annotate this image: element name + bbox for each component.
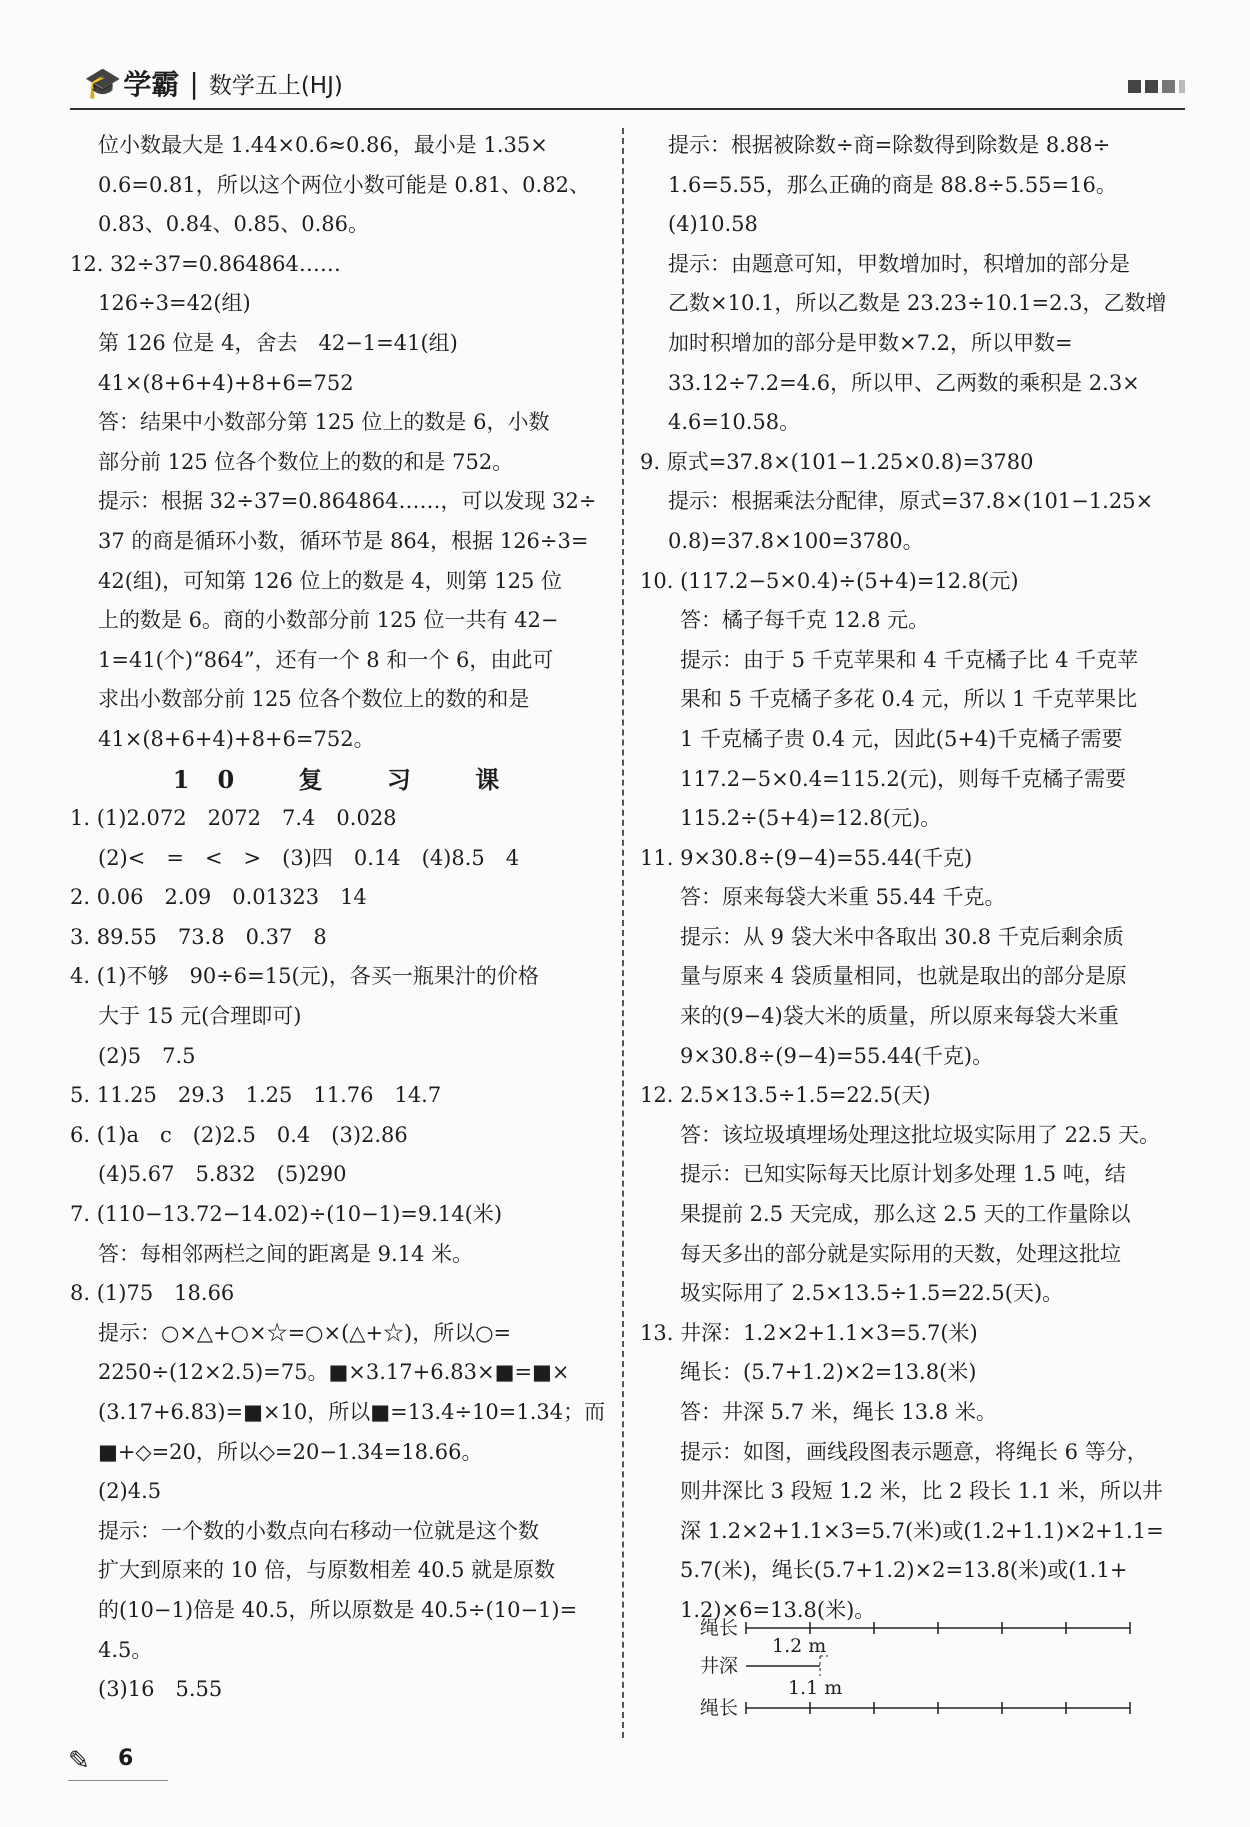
text-line: 42(组)，可知第 126 位上的数是 4，则第 125 位 [98, 568, 563, 593]
page-number: 6 [118, 1746, 134, 1771]
square-icon [1128, 80, 1141, 93]
text-line: 果提前 2.5 天完成，那么这 2.5 天的工作量除以 [680, 1202, 1131, 1227]
text-line: 12. 32÷37=0.864864…… [70, 251, 341, 276]
column-divider [622, 128, 624, 1738]
text-line: 提示：由于 5 千克苹果和 4 千克橘子比 4 千克苹 [680, 647, 1139, 672]
text-line: 0.83、0.84、0.85、0.86。 [98, 212, 370, 237]
text-line: 位小数最大是 1.44×0.6≈0.86，最小是 1.35× [98, 133, 548, 157]
text-line: 41×(8+6+4)+8+6=752 [98, 370, 354, 395]
text-line: 来的(9−4)袋大米的质量，所以原来每袋大米重 [680, 1004, 1119, 1029]
text-line: (3.17+6.83)=■×10，所以■=13.4÷10=1.34；而 [98, 1400, 606, 1424]
text-line: 10. (117.2−5×0.4)÷(5+4)=12.8(元) [640, 568, 1019, 593]
text-line: 9. 原式=37.8×(101−1.25×0.8)=3780 [640, 449, 1034, 474]
text-line: 4.6=10.58。 [668, 410, 801, 435]
text-line: 答：每相邻两栏之间的距离是 9.14 米。 [98, 1241, 474, 1266]
text-line: 1.2)×6=13.8(米)。 [680, 1597, 876, 1622]
square-icon [1145, 80, 1158, 93]
text-line: 每天多出的部分就是实际用的天数，处理这批垃 [680, 1241, 1121, 1266]
text-line: 则井深比 3 段短 1.2 米，比 2 段长 1.1 米，所以井 [680, 1479, 1163, 1504]
text-line: 求出小数部分前 125 位各个数位上的数的和是 [98, 687, 530, 712]
text-line: 答：结果中小数部分第 125 位上的数是 6，小数 [98, 410, 550, 435]
header-separator: | [189, 66, 199, 100]
dimension-1-2m: 1.2 m [772, 1635, 827, 1657]
text-line: 115.2÷(5+4)=12.8(元)。 [680, 806, 942, 831]
text-line: (4)5.67 5.832 (5)290 [98, 1162, 347, 1187]
text-line: 果和 5 千克橘子多花 0.4 元，所以 1 千克苹果比 [680, 687, 1138, 712]
text-line: 2250÷(12×2.5)=75。■×3.17+6.83×■=■× [98, 1360, 570, 1385]
text-line: 33.12÷7.2=4.6，所以甲、乙两数的乘积是 2.3× [668, 370, 1140, 395]
text-line: 圾实际用了 2.5×13.5÷1.5=22.5(天)。 [680, 1281, 1064, 1306]
text-line: 提示：从 9 袋大米中各取出 30.8 千克后剩余质 [680, 924, 1124, 949]
text-line: 7. (110−13.72−14.02)÷(10−1)=9.14(米) [70, 1202, 503, 1227]
text-line: 4.5。 [98, 1637, 153, 1662]
text-line: 117.2−5×0.4=115.2(元)，则每千克橘子需要 [680, 766, 1127, 791]
text-line: 上的数是 6。商的小数部分前 125 位一共有 42− [98, 608, 559, 633]
text-line: 乙数×10.1，所以乙数是 23.23÷10.1=2.3，乙数增 [668, 291, 1167, 316]
text-line: (2)< = < > (3)四 0.14 (4)8.5 4 [98, 845, 520, 870]
text-line: 11. 9×30.8÷(9−4)=55.44(千克) [640, 845, 973, 870]
rope-label-2: 绳长 [700, 1697, 739, 1719]
text-line: 量与原来 4 袋质量相同，也就是取出的部分是原 [680, 964, 1127, 989]
text-line: 答：该垃圾填埋场处理这批垃圾实际用了 22.5 天。 [680, 1122, 1161, 1147]
text-line: 加时积增加的部分是甲数×7.2，所以甲数= [668, 330, 1073, 355]
text-line: 4. (1)不够 90÷6=15(元)，各买一瓶果汁的价格 [70, 964, 539, 989]
text-line: 扩大到原来的 10 倍，与原数相差 40.5 就是原数 [98, 1558, 556, 1583]
text-line: 深 1.2×2+1.1×3=5.7(米)或(1.2+1.1)×2+1.1= [680, 1518, 1164, 1543]
text-line: 提示：一个数的小数点向右移动一位就是这个数 [98, 1518, 539, 1543]
text-line: 提示：○×△+○×☆=○×(△+☆)，所以○= [98, 1320, 512, 1345]
well-label: 井深 [700, 1655, 739, 1677]
text-line: 5. 11.25 29.3 1.25 11.76 14.7 [70, 1083, 442, 1108]
text-line: (2)5 7.5 [98, 1043, 196, 1068]
text-line: 2. 0.06 2.09 0.01323 14 [70, 885, 367, 910]
page-header [70, 58, 1185, 110]
text-line: 13. 井深：1.2×2+1.1×3=5.7(米) [640, 1320, 978, 1345]
pencil-icon: ✎ [68, 1746, 90, 1776]
text-line: 41×(8+6+4)+8+6=752。 [98, 726, 375, 751]
text-line: 的(10−1)倍是 40.5，所以原数是 40.5÷(10−1)= [98, 1597, 578, 1622]
text-line: 3. 89.55 73.8 0.37 8 [70, 924, 327, 949]
text-line: 1. (1)2.072 2072 7.4 0.028 [70, 806, 397, 831]
text-line: ■+◇=20，所以◇=20−1.34=18.66。 [98, 1439, 483, 1464]
text-line: (3)16 5.55 [98, 1677, 223, 1702]
text-line: 1 千克橘子贵 0.4 元，因此(5+4)千克橘子需要 [680, 726, 1123, 751]
section-title: 10 复 习 课 [172, 764, 528, 794]
text-line: 8. (1)75 18.66 [70, 1281, 235, 1306]
text-line: 答：原来每袋大米重 55.44 千克。 [680, 885, 1006, 910]
text-line: 第 126 位是 4，舍去 42−1=41(组) [98, 330, 458, 355]
graduation-cap-icon: 🎓 [84, 65, 122, 101]
text-line: 0.8)=37.8×100=3780。 [668, 528, 924, 553]
text-line: 126÷3=42(组) [98, 291, 251, 316]
text-line: 提示：根据 32÷37=0.864864……，可以发现 32÷ [98, 489, 597, 514]
line-segment-diagram [700, 1612, 1140, 1722]
text-line: 1.6=5.55，那么正确的商是 88.8÷5.55=16。 [668, 172, 1117, 197]
text-line: 5.7(米)，绳长(5.7+1.2)×2=13.8(米)或(1.1+ [680, 1558, 1128, 1583]
text-line: 1=41(个)“864”，还有一个 8 和一个 6，由此可 [98, 647, 554, 672]
text-line: 提示：已知实际每天比原计划多处理 1.5 吨，结 [680, 1162, 1126, 1187]
text-line: 提示：如图，画线段图表示题意，将绳长 6 等分， [680, 1439, 1148, 1464]
text-line: 6. (1)a c (2)2.5 0.4 (3)2.86 [70, 1122, 408, 1147]
header-decoration [1128, 80, 1185, 93]
text-line: 0.6=0.81，所以这个两位小数可能是 0.81、0.82、 [98, 172, 590, 197]
left-column [70, 126, 610, 1710]
square-icon [1162, 80, 1175, 93]
text-line: 12. 2.5×13.5÷1.5=22.5(天) [640, 1083, 931, 1108]
dimension-1-1m: 1.1 m [788, 1677, 843, 1699]
text-line: 提示：根据被除数÷商=除数得到除数是 8.88÷ [668, 133, 1111, 157]
text-line: 答：井深 5.7 米，绳长 13.8 米。 [680, 1400, 997, 1424]
text-line: 9×30.8÷(9−4)=55.44(千克)。 [680, 1043, 994, 1068]
page-footer [68, 1740, 168, 1781]
brand-logo [84, 62, 343, 104]
rope-label: 绳长 [700, 1617, 739, 1639]
square-icon [1179, 80, 1185, 93]
text-line: 37 的商是循环小数，循环节是 864，根据 126÷3= [98, 528, 589, 553]
right-column [640, 126, 1180, 1631]
text-line: 绳长：(5.7+1.2)×2=13.8(米) [680, 1360, 977, 1385]
brand-name: 学霸 [123, 68, 180, 101]
text-line: (2)4.5 [98, 1479, 162, 1504]
text-line: (4)10.58 [668, 212, 758, 237]
text-line: 答：橘子每千克 12.8 元。 [680, 608, 930, 633]
text-line: 大于 15 元(合理即可) [98, 1004, 302, 1029]
subject-title: 数学五上(HJ) [208, 72, 343, 99]
text-line: 部分前 125 位各个数位上的数的和是 752。 [98, 449, 514, 474]
text-line: 提示：根据乘法分配律，原式=37.8×(101−1.25× [668, 489, 1154, 514]
text-line: 提示：由题意可知，甲数增加时，积增加的部分是 [668, 251, 1130, 276]
